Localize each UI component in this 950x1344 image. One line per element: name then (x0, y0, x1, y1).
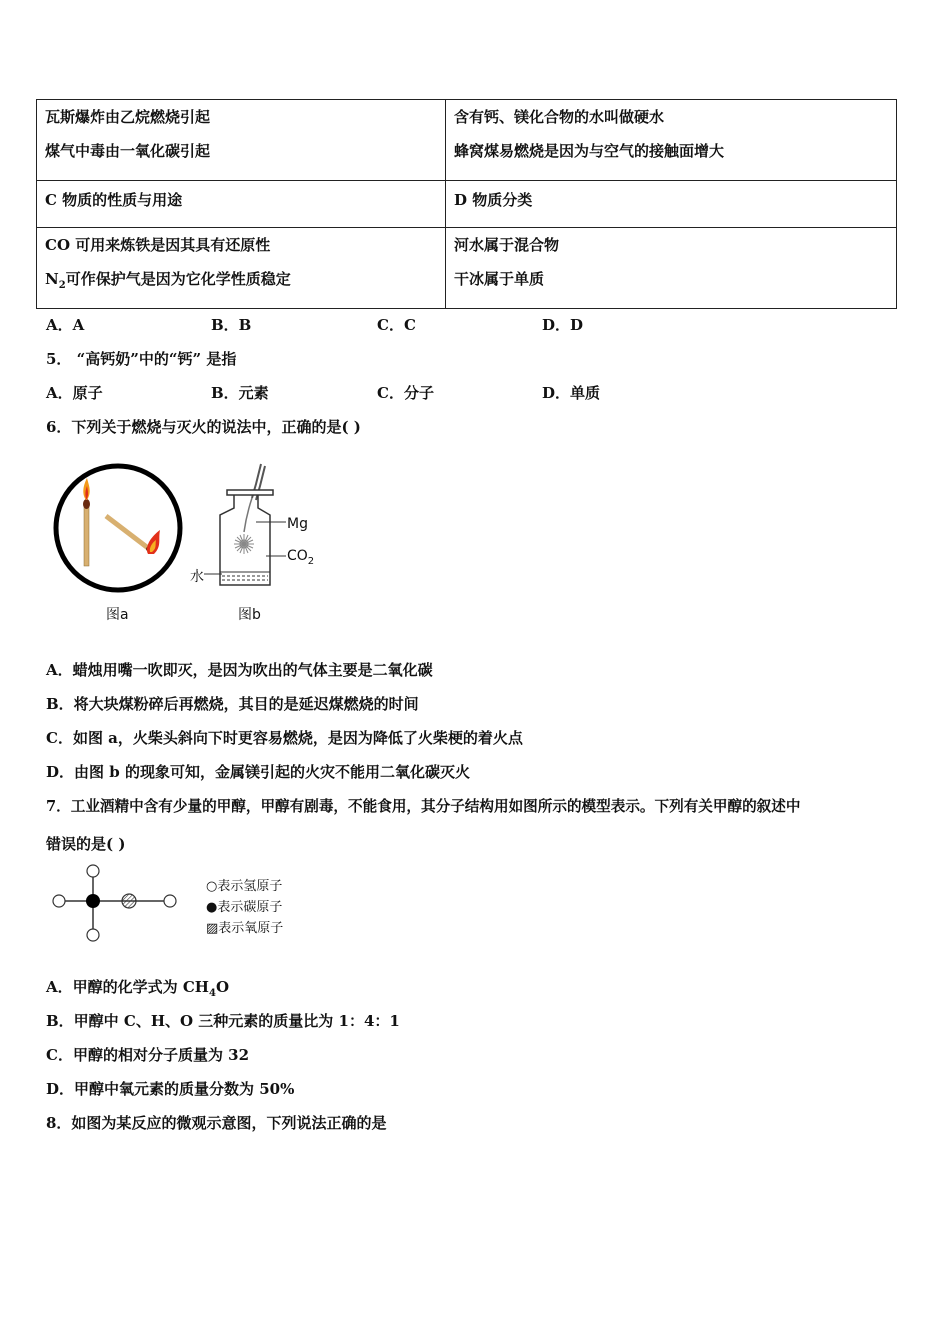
cell-text: 煤气中毒由一氧化碳引起 (45, 142, 211, 160)
q6-stem: 6．下列关于燃烧与灭火的说法中，正确的是( ) (46, 418, 361, 436)
cell-text-part: N (45, 270, 59, 288)
table-cell (446, 181, 897, 228)
q8-stem: 8．如图为某反应的微观示意图，下列说法正确的是 (46, 1114, 387, 1132)
figure-b-label: 图b (238, 607, 261, 623)
water-label: 水 (190, 569, 204, 585)
q5-option-c[interactable]: C．分子 (377, 384, 434, 402)
spark-icon (234, 534, 254, 554)
q7-option-d[interactable]: D．甲醇中氧元素的质量分数为 50% (46, 1080, 295, 1098)
legend-oxygen: ▨表示氧原子 (206, 921, 284, 936)
q7-option-a-text: A．甲醇的化学式为 CH (46, 978, 209, 996)
match-stick-icon (84, 506, 89, 566)
table-row (37, 228, 897, 309)
q4-option-a[interactable]: A．A (46, 316, 85, 334)
co2-label-text: CO (287, 548, 308, 564)
co2-label (287, 548, 314, 567)
hydrogen-atom-icon (53, 895, 65, 907)
cell-text: CO 可用来炼铁是因其具有还原性 (45, 236, 271, 254)
q6-option-b[interactable]: B．将大块煤粉碎后再燃烧，其目的是延迟煤燃烧的时间 (46, 695, 419, 713)
q4-option-d[interactable]: D．D (542, 316, 584, 334)
cell-text: 蜂窝煤易燃烧是因为与空气的接触面增大 (454, 142, 725, 160)
q6-option-c[interactable]: C．如图 a，火柴头斜向下时更容易燃烧，是因为降低了火柴梗的着火点 (46, 729, 523, 747)
table-row (37, 100, 897, 181)
cell-text: 瓦斯爆炸由乙烷燃烧引起 (45, 108, 211, 126)
mg-label: Mg (287, 516, 308, 532)
q7-option-b[interactable]: B．甲醇中 C、H、O 三种元素的质量比为 1：4：1 (46, 1012, 400, 1030)
comparison-table (36, 99, 897, 309)
legend-hydrogen: ○表示氢原子 (206, 879, 283, 894)
cell-heading: C 物质的性质与用途 (45, 191, 183, 209)
figure-a-label: 图a (106, 607, 129, 623)
carbon-atom-icon (86, 894, 100, 908)
subscript: 2 (307, 555, 315, 567)
q7-option-a[interactable] (46, 976, 229, 999)
mg-ribbon-icon (244, 498, 252, 532)
subscript: 2 (58, 280, 66, 291)
q5-option-b[interactable]: B．元素 (211, 384, 269, 402)
q6-option-d[interactable]: D．由图 b 的现象可知，金属镁引起的火灾不能用二氧化碳灭火 (46, 763, 470, 781)
table-cell (37, 181, 446, 228)
table-cell (37, 228, 446, 309)
cell-heading: D 物质分类 (454, 191, 533, 209)
hydrogen-atom-icon (87, 865, 99, 877)
q7-option-c[interactable]: C．甲醇的相对分子质量为 32 (46, 1046, 250, 1064)
hydrogen-atom-icon (164, 895, 176, 907)
methanol-model (46, 862, 186, 946)
q7-stem-line2: 错误的是( ) (46, 835, 126, 853)
match-head-icon (83, 499, 90, 509)
q5-stem: 5． “高钙奶”中的“钙” 是指 (46, 350, 237, 368)
oxygen-atom-icon (122, 894, 136, 908)
slanted-match-stick-icon (106, 516, 148, 548)
cell-text (45, 262, 437, 296)
q7-option-a-suffix: O (215, 978, 230, 996)
q5-option-d[interactable]: D．单质 (542, 384, 601, 402)
jar-lid-icon (227, 490, 273, 495)
table-cell (37, 100, 446, 181)
hydrogen-atom-icon (87, 929, 99, 941)
table-cell (446, 228, 897, 309)
q6-option-a[interactable]: A．蜡烛用嘴一吹即灭，是因为吹出的气体主要是二氧化碳 (46, 661, 433, 679)
cell-text-part: 可作保护气是因为它化学性质稳定 (65, 270, 291, 288)
cell-text: 干冰属于单质 (454, 270, 545, 288)
q7-stem-line1: 7．工业酒精中含有少量的甲醇，甲醇有剧毒，不能食用，其分子结构用如图所示的模型表示。下列有关甲醇的叙述中 (46, 798, 801, 815)
figure-a-matches (48, 460, 188, 594)
table-row (37, 181, 897, 228)
q5-option-a[interactable]: A．原子 (46, 384, 103, 402)
legend-carbon: ●表示碳原子 (206, 900, 283, 915)
cell-text: 河水属于混合物 (454, 236, 560, 254)
subscript: 4 (208, 988, 216, 999)
q4-option-c[interactable]: C．C (377, 316, 416, 334)
table-cell (446, 100, 897, 181)
q4-option-b[interactable]: B．B (211, 316, 252, 334)
cell-text: 含有钙、镁化合物的水叫做硬水 (454, 108, 665, 126)
